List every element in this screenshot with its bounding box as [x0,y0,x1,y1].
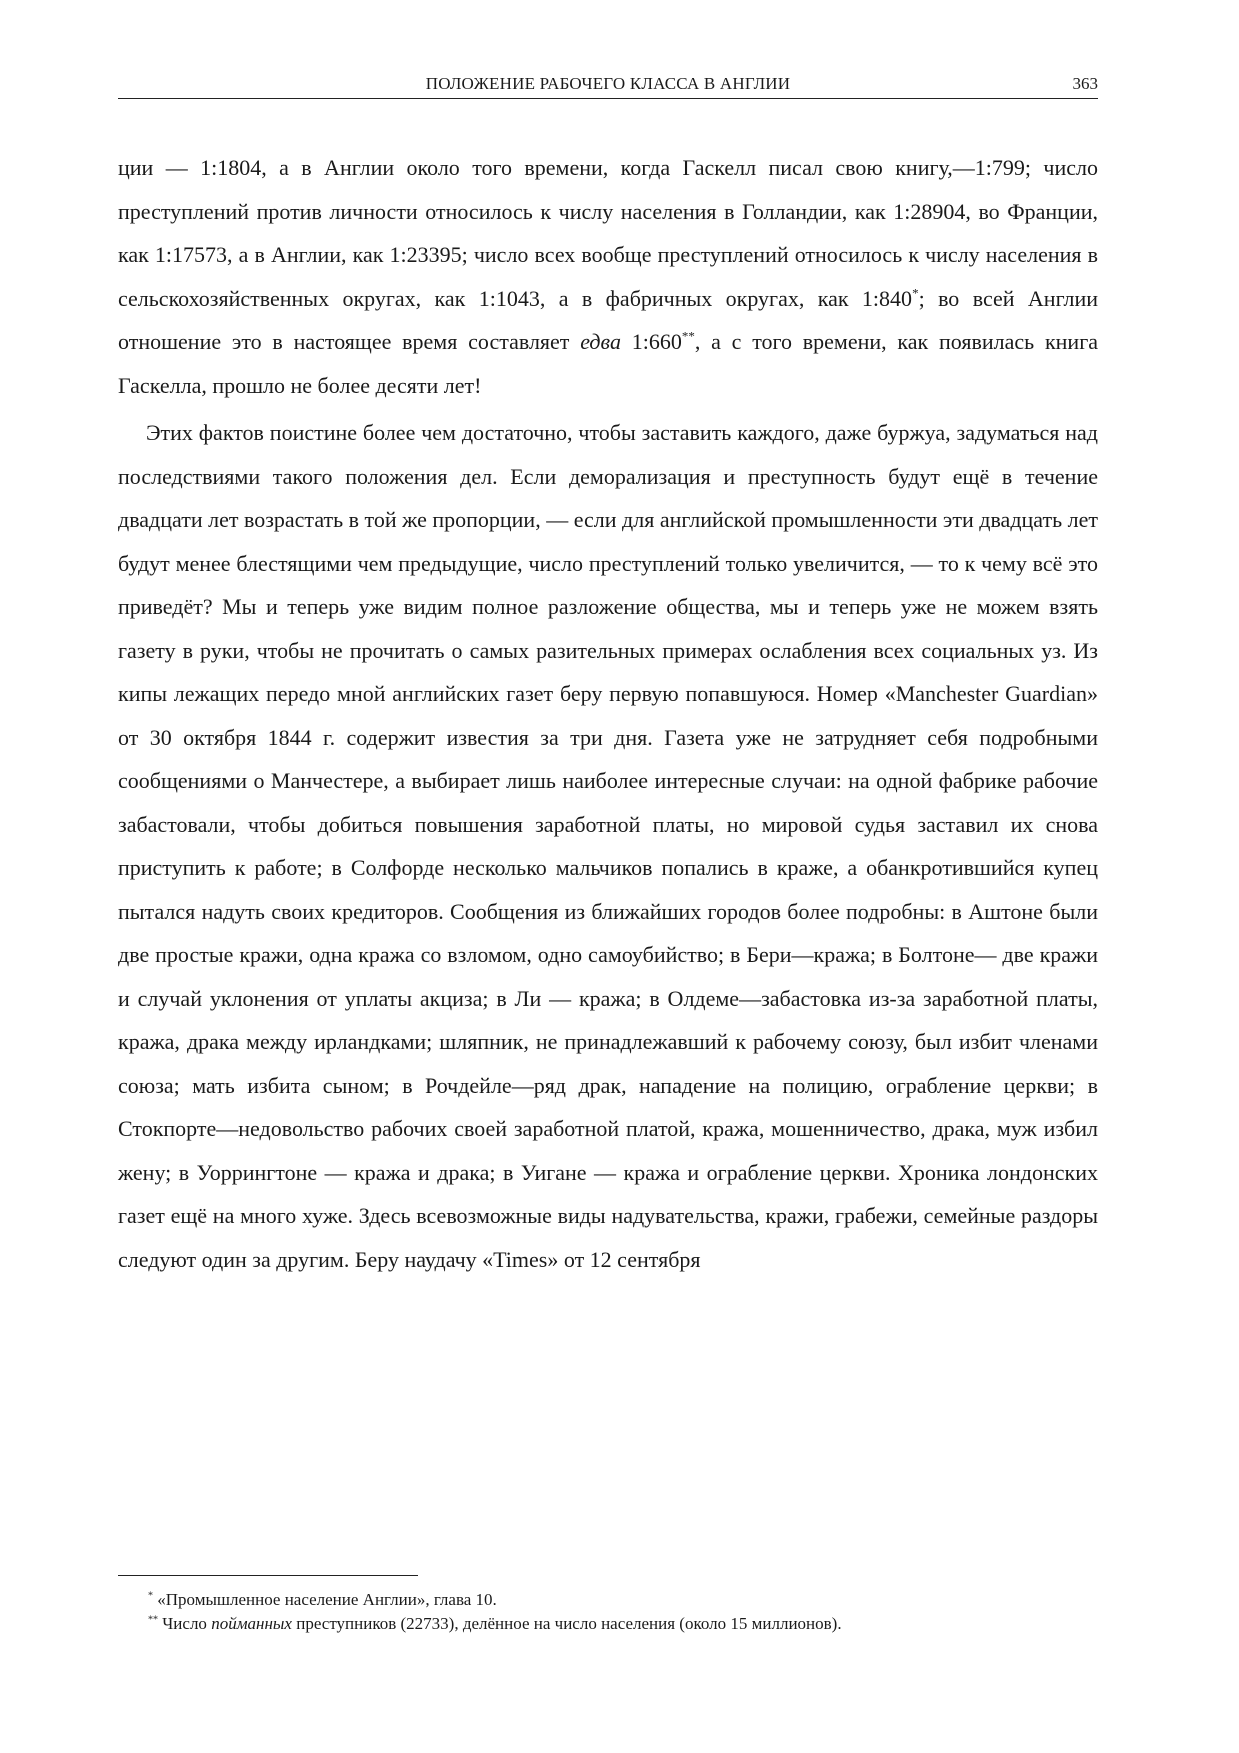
paragraph-continued [118,146,1098,407]
paragraph: Этих фактов поистине более чем достаточно, чтобы заставить каждого, даже буржуа, задуматься над последствиями такого положения дел. Если деморализация и преступность будут ещё в течение двадцати лет возрастать в той же пропорции, — если для английской промышленности эти двадцать лет будут менее блестящими чем предыдущие, число преступлений только увеличится, — то к чему всё это приведёт? Мы и теперь уже видим полное разложение общества, мы и теперь уже не можем взять газету в руки, чтобы не прочитать о самых разительных примерах ослабления всех социальных уз. Из кипы лежащих передо мной английских газет беру первую попавшуюся. Номер «Manchester Guardian» от 30 октября 1844 г. содержит известия за три дня. Газета уже не затрудняет себя подробными сообщениями о Манчестере, а выбирает лишь наиболее интересные случаи: на одной фабрике рабочие забастовали, чтобы добиться повышения заработной платы, но мировой судья заставил их снова приступить к работе; в Солфорде несколько мальчиков попались в краже, а обанкротившийся купец пытался надуть своих кредиторов. Сообщения из ближайших городов более подробны: в Аштоне были две простые кражи, одна кража со взломом, одно самоубийство; в Бери—кража; в Болтоне— две кражи и случай уклонения от уплаты акциза; в Ли — кража; в Олдеме—забастовка из-за заработной платы, кража, драка между ирландками; шляпник, не принадлежавший к рабочему союзу, был избит членами союза; мать избита сыном; в Рочдейле—ряд драк, нападение на полицию, ограбление церкви; в Стокпорте—недовольство рабочих своей заработной платой, кража, мошенничество, драка, муж избил жену; в Уоррингтоне — кража и драка; в Уигане — кража и ограбление церкви. Хроника лондонских газет ещё на много хуже. Здесь всевозможные виды надувательства, кражи, грабежи, семейные раздоры следуют один за другим. Беру наудачу «Times» от 12 сентября [118,420,1098,1272]
page-number: 363 [1072,74,1098,93]
paragraph-text: ции — 1:1804, а в Англии около того времени, когда Гаскелл писал свою книгу,—1:799; число преступлений против личности относилось к числу населения в Голландии, как 1:28904, во Франции, как 1:17573, а в Англии, как 1:23395; число всех вообще преступлений относилось к числу населения в сельскохозяйственных округах, как 1:1043, а в фабричных округах, как 1:840 [118,155,1098,311]
footnotes [118,1588,1098,1636]
running-head-title: ПОЛОЖЕНИЕ РАБОЧЕГО КЛАССА В АНГЛИИ [425,74,791,93]
footnote-ref-2[interactable]: ** [681,328,695,344]
paragraph-text: 1:660 [620,329,682,354]
main-text [118,146,1098,1281]
emphasis-text: пойманных [211,1614,292,1633]
paragraph-text: , а с того времени, как появилась книга Гаскелла, прошло не более десяти лет! [118,329,1098,398]
running-head [118,72,1098,99]
paragraph-text: ; во всей Англии отношение это в настоящее время составляет [118,285,1099,354]
footnote-1 [118,1588,1098,1612]
footnote-separator [118,1575,418,1576]
footnote-text: преступников (22733), делённое на число населения (около 15 миллионов). [291,1614,842,1633]
footnote-2 [118,1612,1098,1636]
footnote-text: Число [158,1614,212,1633]
footnote-mark: * [148,1590,153,1602]
footnote-ref-1[interactable]: * [912,285,919,301]
emphasis-text: едва [580,329,621,354]
footnote-mark: ** [148,1614,158,1626]
footnote-text: «Промышленное население Англии», глава 10. [153,1590,497,1609]
